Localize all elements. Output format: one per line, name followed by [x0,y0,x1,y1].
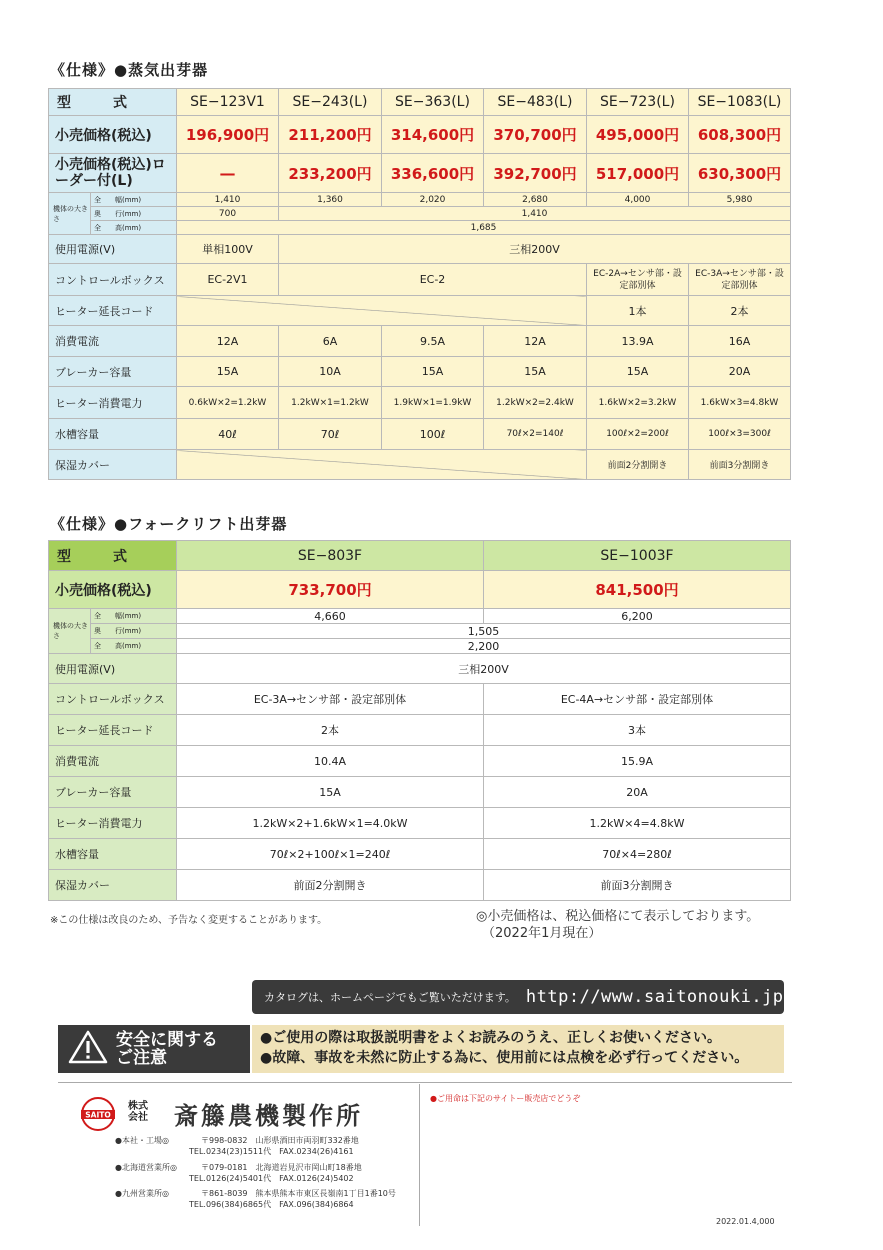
steam-power-label: 使用電源(V) [49,235,177,264]
fork-dim-label: 機体の大きさ [49,609,91,654]
fork-height-all: 2,200 [177,639,791,654]
steam-power-row [49,235,791,264]
steam-depth-row [49,207,791,221]
steam-price-6: 608,300円 [689,116,791,154]
steam-price-loader-label: 小売価格(税込)ローダー付(L) [49,154,177,193]
steam-price-5: 495,000円 [587,116,689,154]
fork-spec-table [48,540,791,901]
website-link[interactable]: http://www.saitonouki.jp [525,987,784,1007]
issue-code: 2022.01.4,000 [716,1217,775,1226]
steam-breaker-4: 15A [484,357,587,387]
steam-model-6: SE−1083(L) [689,89,791,116]
steam-spec-table [48,88,791,480]
steam-price-3: 314,600円 [382,116,484,154]
fork-width-row [49,609,791,624]
steam-depth-1: 700 [177,207,279,221]
steam-height-label: 全 高(mm) [91,221,177,235]
fork-price-1: 733,700円 [177,571,484,609]
safety-line2: ●故障、事故を未然に防止する為に、使用前には点検を必ず行ってください。 [260,1050,749,1066]
steam-cover-empty [177,450,587,480]
steam-breaker-6: 20A [689,357,791,387]
fork-cord-label: ヒーター延長コード [49,715,177,746]
steam-width-1: 1,410 [177,193,279,207]
steam-heater-2: 1.2kW×1=1.2kW [279,387,382,419]
fork-price-2: 841,500円 [484,571,791,609]
steam-dim-label: 機体の大きさ [49,193,91,235]
steam-current-label: 消費電流 [49,326,177,357]
steam-ctrl-6: EC-3A→センサ部・設定部別体 [689,264,791,296]
steam-width-2: 1,360 [279,193,382,207]
steam-current-6: 16A [689,326,791,357]
steam-width-4: 2,680 [484,193,587,207]
corp-kind [128,1101,148,1123]
fork-width-label: 全 幅(mm) [91,609,177,624]
steam-width-6: 5,980 [689,193,791,207]
steam-heater-row [49,387,791,419]
fork-current-row [49,746,791,777]
fork-section-title: 《仕様》●フォークリフト出芽器 [50,515,288,533]
steam-heater-1: 0.6kW×2=1.2kW [177,387,279,419]
office-kyushu [115,1188,396,1210]
steam-tank-6: 100ℓ×3=300ℓ [689,419,791,450]
fork-cord-1: 2本 [177,715,484,746]
fork-model-row [49,541,791,571]
fork-cover-label: 保湿カバー [49,870,177,901]
fork-breaker-row [49,777,791,808]
corp-kind-1: 株式 [128,1101,148,1112]
steam-price-loader-1: — [177,154,279,193]
catalog-banner [252,980,784,1014]
fork-power-all: 三相200V [177,654,791,684]
steam-heater-5: 1.6kW×2=3.2kW [587,387,689,419]
steam-breaker-3: 15A [382,357,484,387]
steam-model-1: SE−123V1 [177,89,279,116]
office-hokkaido-tel: TEL.0126(24)5401代 FAX.0126(24)5402 [189,1174,354,1183]
fork-heater-2: 1.2kW×4=4.8kW [484,808,791,839]
steam-power-rest: 三相200V [279,235,791,264]
steam-current-4: 12A [484,326,587,357]
fork-depth-row [49,624,791,639]
safety-notes [252,1025,784,1073]
steam-breaker-2: 10A [279,357,382,387]
safety-title-line2: ご注意 [116,1048,167,1068]
company-name: 斎籐農機製作所 [174,1101,363,1130]
steam-current-1: 12A [177,326,279,357]
steam-section-title: 《仕様》●蒸気出芽器 [50,61,209,79]
fork-model-label: 型 式 [49,541,177,571]
fork-current-2: 15.9A [484,746,791,777]
steam-breaker-label: ブレーカー容量 [49,357,177,387]
fork-height-row [49,639,791,654]
steam-price-loader-3: 336,600円 [382,154,484,193]
corp-kind-2: 会社 [128,1112,148,1123]
steam-depth-label: 奥 行(mm) [91,207,177,221]
fork-heater-label: ヒーター消費電力 [49,808,177,839]
catalog-text: カタログは、ホームページでもご覧いただけます。 [264,991,516,1004]
steam-price-loader-row [49,154,791,193]
office-head-addr: 〒998-0832 山形県酒田市両羽町332番地 [201,1136,359,1145]
dealer-note: ●ご用命は下記のサイトー販売店でどうぞ [430,1094,581,1103]
steam-price-loader-4: 392,700円 [484,154,587,193]
fork-power-row [49,654,791,684]
steam-height-row [49,221,791,235]
fork-cord-2: 3本 [484,715,791,746]
steam-cord-row [49,296,791,326]
steam-width-3: 2,020 [382,193,484,207]
price-note [476,908,759,942]
office-kyushu-addr: 〒861-8039 熊本県熊本市東区長嶺南1丁目1番10号 [201,1189,396,1198]
steam-price-loader-5: 517,000円 [587,154,689,193]
steam-breaker-1: 15A [177,357,279,387]
fork-breaker-label: ブレーカー容量 [49,777,177,808]
fork-ctrl-label: コントロールボックス [49,684,177,715]
steam-height-all: 1,685 [177,221,791,235]
steam-breaker-row [49,357,791,387]
steam-price-row [49,116,791,154]
steam-width-row [49,193,791,207]
steam-price-4: 370,700円 [484,116,587,154]
steam-cover-row [49,450,791,480]
safety-title-line1: 安全に関する [116,1030,218,1050]
fork-cord-row [49,715,791,746]
steam-ctrl-1: EC-2V1 [177,264,279,296]
fork-tank-row [49,839,791,870]
steam-model-row [49,89,791,116]
fork-depth-label: 奥 行(mm) [91,624,177,639]
fork-cover-2: 前面3分割開き [484,870,791,901]
warning-triangle-icon [68,1029,108,1069]
steam-tank-4: 70ℓ×2=140ℓ [484,419,587,450]
steam-cover-5: 前面2分割開き [587,450,689,480]
fork-width-2: 6,200 [484,609,791,624]
fork-model-2: SE−1003F [484,541,791,571]
steam-price-loader-6: 630,300円 [689,154,791,193]
steam-heater-6: 1.6kW×3=4.8kW [689,387,791,419]
steam-power-1: 単相100V [177,235,279,264]
fork-depth-all: 1,505 [177,624,791,639]
saito-logo [80,1096,116,1136]
fork-breaker-1: 15A [177,777,484,808]
steam-width-5: 4,000 [587,193,689,207]
steam-breaker-5: 15A [587,357,689,387]
steam-tank-3: 100ℓ [382,419,484,450]
steam-cover-6: 前面3分割開き [689,450,791,480]
office-kyushu-name: ●九州営業所◎ [115,1189,169,1198]
office-hokkaido-addr: 〒079-0181 北海道岩見沢市岡山町18番地 [201,1163,362,1172]
office-kyushu-tel: TEL.096(384)6865代 FAX.096(384)6864 [189,1200,354,1209]
fork-price-label: 小売価格(税込) [49,571,177,609]
fork-tank-label: 水槽容量 [49,839,177,870]
office-head [115,1135,359,1157]
steam-price-2: 211,200円 [279,116,382,154]
steam-depth-rest: 1,410 [279,207,791,221]
fork-model-1: SE−803F [177,541,484,571]
footer-vertical-divider [419,1084,420,1226]
steam-current-5: 13.9A [587,326,689,357]
steam-heater-label: ヒーター消費電力 [49,387,177,419]
price-note-line1: ◎小売価格は、税込価格にて表示しております。 [476,909,760,924]
steam-cord-empty [177,296,587,326]
fork-price-row [49,571,791,609]
safety-title [116,1031,218,1067]
fork-breaker-2: 20A [484,777,791,808]
steam-model-3: SE−363(L) [382,89,484,116]
steam-model-2: SE−243(L) [279,89,382,116]
steam-ctrl-5: EC-2A→センサ部・設定部別体 [587,264,689,296]
steam-ctrl-label: コントロールボックス [49,264,177,296]
fork-current-1: 10.4A [177,746,484,777]
steam-price-label: 小売価格(税込) [49,116,177,154]
office-head-name: ●本社・工場◎ [115,1136,169,1145]
fork-cover-1: 前面2分割開き [177,870,484,901]
steam-model-label: 型 式 [49,89,177,116]
fork-height-label: 全 高(mm) [91,639,177,654]
fork-ctrl-2: EC-4A→センサ部・設定部別体 [484,684,791,715]
fork-tank-2: 70ℓ×4=280ℓ [484,839,791,870]
fork-ctrl-row [49,684,791,715]
steam-cord-5: 1本 [587,296,689,326]
footer-divider [58,1082,792,1083]
fork-tank-1: 70ℓ×2+100ℓ×1=240ℓ [177,839,484,870]
fork-ctrl-1: EC-3A→センサ部・設定部別体 [177,684,484,715]
steam-current-3: 9.5A [382,326,484,357]
steam-width-label: 全 幅(mm) [91,193,177,207]
safety-heading-box [58,1025,250,1073]
steam-price-loader-2: 233,200円 [279,154,382,193]
fork-heater-1: 1.2kW×2+1.6kW×1=4.0kW [177,808,484,839]
steam-tank-row [49,419,791,450]
logo-text: SAITO [85,1110,111,1120]
office-head-tel: TEL.0234(23)1511代 FAX.0234(26)4161 [189,1147,354,1156]
steam-model-5: SE−723(L) [587,89,689,116]
safety-line1: ●ご使用の際は取扱説明書をよくお読みのうえ、正しくお使いください。 [260,1030,722,1046]
office-hokkaido [115,1162,362,1184]
steam-current-row [49,326,791,357]
office-hokkaido-name: ●北海道営業所◎ [115,1163,177,1172]
steam-cord-label: ヒーター延長コード [49,296,177,326]
fork-heater-row [49,808,791,839]
steam-tank-label: 水槽容量 [49,419,177,450]
steam-cord-6: 2本 [689,296,791,326]
steam-price-1: 196,900円 [177,116,279,154]
steam-tank-2: 70ℓ [279,419,382,450]
steam-model-4: SE−483(L) [484,89,587,116]
steam-cover-label: 保湿カバー [49,450,177,480]
fork-cover-row [49,870,791,901]
steam-ctrl-2: EC-2 [279,264,587,296]
steam-current-2: 6A [279,326,382,357]
fork-current-label: 消費電流 [49,746,177,777]
steam-heater-4: 1.2kW×2=2.4kW [484,387,587,419]
steam-ctrl-row [49,264,791,296]
fork-power-label: 使用電源(V) [49,654,177,684]
steam-tank-1: 40ℓ [177,419,279,450]
steam-heater-3: 1.9kW×1=1.9kW [382,387,484,419]
price-note-line2: （2022年1月現在） [482,926,602,941]
steam-tank-5: 100ℓ×2=200ℓ [587,419,689,450]
spec-change-note: ※この仕様は改良のため、予告なく変更することがあります。 [50,915,328,926]
fork-width-1: 4,660 [177,609,484,624]
